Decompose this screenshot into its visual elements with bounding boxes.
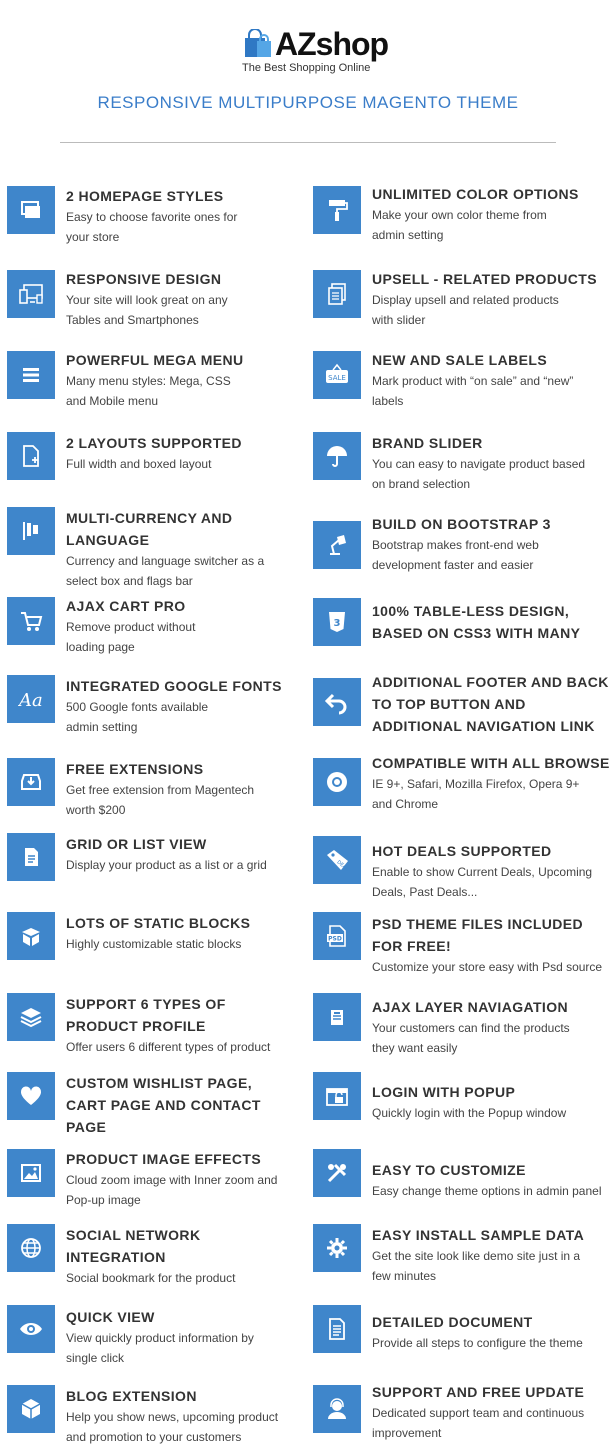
undo-icon xyxy=(313,678,361,726)
cart-icon xyxy=(7,597,55,645)
svg-text:Aa: Aa xyxy=(19,690,43,711)
feature-description: Customize your store easy with Psd source xyxy=(372,960,603,974)
chrome-icon xyxy=(313,758,361,806)
feature-description: Enable to show Current Deals, Upcoming Deals, Past Deals... xyxy=(372,865,593,899)
box-icon xyxy=(7,912,55,960)
feature-description: You can easy to navigate product based on brand selection xyxy=(372,457,586,491)
feature-title: EASY TO CUSTOMIZE xyxy=(372,1162,526,1178)
svg-text:3: 3 xyxy=(333,618,341,629)
feature-title: HOT DEALS SUPPORTED xyxy=(372,843,552,859)
feature-title: ADDITIONAL FOOTER AND BACK TO TOP BUTTON AND ADDITIONAL NAVIGATION LINK xyxy=(372,674,609,734)
window-icon xyxy=(7,186,55,234)
shopping-bag-icon xyxy=(243,29,273,59)
divider xyxy=(60,142,556,143)
feature-title: PRODUCT IMAGE EFFECTS xyxy=(66,1151,262,1167)
feature-title: CUSTOM WISHLIST PAGE, CART PAGE AND CONTACT PAGE xyxy=(66,1075,261,1135)
feature-title: POWERFUL MEGA MENU xyxy=(66,352,244,368)
document-icon xyxy=(7,833,55,881)
login-icon xyxy=(313,1072,361,1120)
inbox-download-icon xyxy=(7,758,55,806)
feature-title: UPSELL - RELATED PRODUCTS xyxy=(372,271,597,287)
devices-icon xyxy=(7,270,55,318)
feature-title: RESPONSIVE DESIGN xyxy=(66,271,222,287)
feature-title: COMPATIBLE WITH ALL BROWSE xyxy=(372,755,610,771)
logo[interactable] xyxy=(243,26,388,62)
feature-description: 500 Google fonts available admin setting xyxy=(66,700,209,734)
feature-title: GRID OR LIST VIEW xyxy=(66,836,207,852)
heart-icon xyxy=(7,1072,55,1120)
feature-title: DETAILED DOCUMENT xyxy=(372,1314,533,1330)
feature-description: Easy change theme options in admin panel xyxy=(372,1184,602,1198)
feature-description: Social bookmark for the product xyxy=(66,1271,236,1285)
feature-title: INTEGRATED GOOGLE FONTS xyxy=(66,678,282,694)
feature-title: FREE EXTENSIONS xyxy=(66,761,204,777)
feature-description: Bootstrap makes front-end web development faster and easier xyxy=(372,538,539,572)
page-title: RESPONSIVE MULTIPURPOSE MAGENTO THEME xyxy=(97,93,519,112)
feature-description: Help you show news, upcoming product and promotion to your customers xyxy=(66,1410,279,1444)
feature-title: SUPPORT AND FREE UPDATE xyxy=(372,1384,585,1400)
feature-description: Display your product as a list or a grid xyxy=(66,858,267,872)
tagline: The Best Shopping Online xyxy=(242,62,371,74)
feature-title: BRAND SLIDER xyxy=(372,435,483,451)
feature-description: View quickly product information by single click xyxy=(66,1331,254,1365)
feature-description: Currency and language switcher as a select box and flags bar xyxy=(66,554,265,588)
font-icon xyxy=(7,675,55,723)
text-document-icon xyxy=(313,1305,361,1353)
feature-description: Quickly login with the Popup window xyxy=(372,1106,567,1120)
feature-title: UNLIMITED COLOR OPTIONS xyxy=(372,186,579,202)
globe-icon xyxy=(7,1224,55,1272)
flag-icon xyxy=(7,507,55,555)
cube-icon xyxy=(7,1385,55,1433)
eye-icon xyxy=(7,1305,55,1353)
feature-description: Your site will look great on any Tables and Smartphones xyxy=(66,293,228,327)
feature-title: BLOG EXTENSION xyxy=(66,1388,197,1404)
layers-icon xyxy=(7,993,55,1041)
svg-text:DEAL: DEAL xyxy=(335,859,350,873)
feature-description: Get the site look like demo site just in a few minutes xyxy=(372,1249,581,1283)
feature-description: Offer users 6 different types of product xyxy=(66,1040,271,1054)
feature-title: SOCIAL NETWORK INTEGRATION xyxy=(66,1227,201,1265)
logo-text: AZshop xyxy=(275,26,389,62)
feature-description: Provide all steps to configure the theme xyxy=(372,1336,583,1350)
feature-description: Display upsell and related products with slider xyxy=(372,293,559,327)
feature-description: Many menu styles: Mega, CSS and Mobile menu xyxy=(66,374,231,408)
file-add-icon xyxy=(7,432,55,480)
support-agent-icon xyxy=(313,1385,361,1433)
paint-roller-icon xyxy=(313,186,361,234)
feature-description: Dedicated support team and continuous improvement xyxy=(372,1406,585,1440)
feature-title: QUICK VIEW xyxy=(66,1309,155,1325)
feature-description: Remove product without loading page xyxy=(66,620,196,654)
feature-title: SUPPORT 6 TYPES OF PRODUCT PROFILE xyxy=(66,996,226,1034)
feature-description: Your customers can find the products they want easily xyxy=(372,1021,570,1055)
feature-title: MULTI-CURRENCY AND LANGUAGE xyxy=(66,510,233,548)
feature-title: AJAX LAYER NAVIAGATION xyxy=(372,999,569,1015)
feature-description: Cloud zoom image with Inner zoom and Pop-up image xyxy=(66,1173,278,1207)
feature-title: AJAX CART PRO xyxy=(66,598,186,614)
umbrella-icon xyxy=(313,432,361,480)
feature-description: Get free extension from Magentech worth $200 xyxy=(66,783,255,817)
menu-icon xyxy=(7,351,55,399)
feature-title: NEW AND SALE LABELS xyxy=(372,352,548,368)
tools-icon xyxy=(313,1149,361,1197)
copy-icon xyxy=(313,270,361,318)
psd-file-icon xyxy=(313,912,361,960)
image-icon xyxy=(7,1149,55,1197)
feature-description: Highly customizable static blocks xyxy=(66,937,242,951)
feature-description: Mark product with “on sale” and “new” labels xyxy=(372,374,574,408)
gear-icon xyxy=(313,1224,361,1272)
svg-text:PSD: PSD xyxy=(328,935,342,943)
feature-description: Make your own color theme from admin setting xyxy=(372,208,547,242)
lamp-icon xyxy=(313,521,361,569)
feature-description: IE 9+, Safari, Mozilla Firefox, Opera 9+ and Chrome xyxy=(372,777,580,811)
feature-description: Full width and boxed layout xyxy=(66,457,212,471)
feature-description: Easy to choose favorite ones for your store xyxy=(66,210,238,244)
svg-text:SALE: SALE xyxy=(328,374,346,382)
sale-tag-icon xyxy=(313,351,361,399)
feature-title: 100% TABLE-LESS DESIGN, BASED ON CSS3 WITH MANY xyxy=(372,603,581,641)
feature-title: PSD THEME FILES INCLUDED FOR FREE! xyxy=(372,916,584,954)
feature-title: 2 HOMEPAGE STYLES xyxy=(66,188,224,204)
feature-title: EASY INSTALL SAMPLE DATA xyxy=(372,1227,585,1243)
feature-title: BUILD ON BOOTSTRAP 3 xyxy=(372,516,551,532)
feature-title: LOTS OF STATIC BLOCKS xyxy=(66,915,251,931)
feature-title: 2 LAYOUTS SUPPORTED xyxy=(66,435,242,451)
css3-icon xyxy=(313,598,361,646)
filter-icon xyxy=(313,993,361,1041)
deal-tag-icon xyxy=(313,836,361,884)
brand-header xyxy=(0,0,616,150)
feature-title: LOGIN WITH POPUP xyxy=(372,1084,516,1100)
